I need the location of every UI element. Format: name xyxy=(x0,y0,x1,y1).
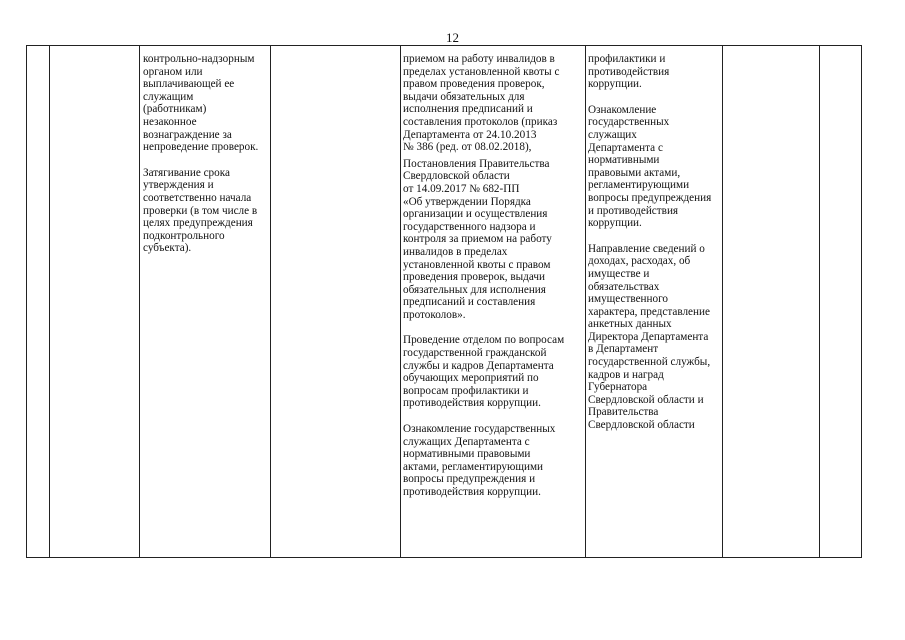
table-cell-col-1 xyxy=(27,46,50,558)
table-cell-measures xyxy=(401,46,586,558)
cell-paragraph: профилактики и противодействия коррупции. xyxy=(588,53,670,91)
document-table xyxy=(26,45,862,558)
cell-paragraph: Ознакомление государственных служащих Департамента с нормативными правовыми актами, регламентирующими вопросы предупреждения и противодействия коррупции. xyxy=(403,423,556,498)
cell-paragraph: Направление сведений о доходах, расходах, об имуществе и обязательствах имущественного характера, представление анкетных данных Директора Департамента в Департамент государственной службы, кадров и наград Губернатора Свердловской области и Правительства Свердловской области xyxy=(588,242,711,432)
page-number: 12 xyxy=(446,30,459,45)
table-cell-col-2 xyxy=(50,46,140,558)
table-row xyxy=(27,46,862,558)
table-cell-col-7 xyxy=(723,46,820,558)
cell-paragraph: Постановления Правительства Свердловской области от 14.09.2017 № 682-ПП «Об утверждении Порядка организации и осуществления государственного надзора и контроля за приемом на работу инвалидов в пределах установленной квоты с правом проведения проверок, выдачи обязательных для исполнения предписаний и составления протоколов». xyxy=(403,157,552,321)
table-cell-col-4 xyxy=(271,46,401,558)
table-cell-risk-description xyxy=(140,46,271,558)
table-cell-col-8 xyxy=(820,46,862,558)
table-cell-anticorruption-actions xyxy=(586,46,723,558)
cell-paragraph: приемом на работу инвалидов в пределах установленной квоты с правом проведения проверок, выдачи обязательных для исполнения предписаний и составления протоколов (приказ Департамента от 24.10.2013 № 386 (ред. от 08.02.2018), xyxy=(403,53,560,154)
cell-paragraph: Затягивание срока утверждения и соответственно начала проверки (в том числе в целях предупреждения подконтрольного субъекта). xyxy=(143,166,258,255)
cell-paragraph: Ознакомление государственных служащих Департамента с нормативными правовыми актами, регламентирующими вопросы предупреждения и противодействия коррупции. xyxy=(588,103,712,230)
cell-paragraph: контрольно-надзорным органом или выплачивающей ее служащим (работникам) незаконное вознаграждение за непроведение проверок. xyxy=(143,53,259,154)
cell-paragraph: Проведение отделом по вопросам государственной гражданской службы и кадров Департамента обучающих мероприятий по вопросам профилактики и противодействия коррупции. xyxy=(403,334,565,410)
